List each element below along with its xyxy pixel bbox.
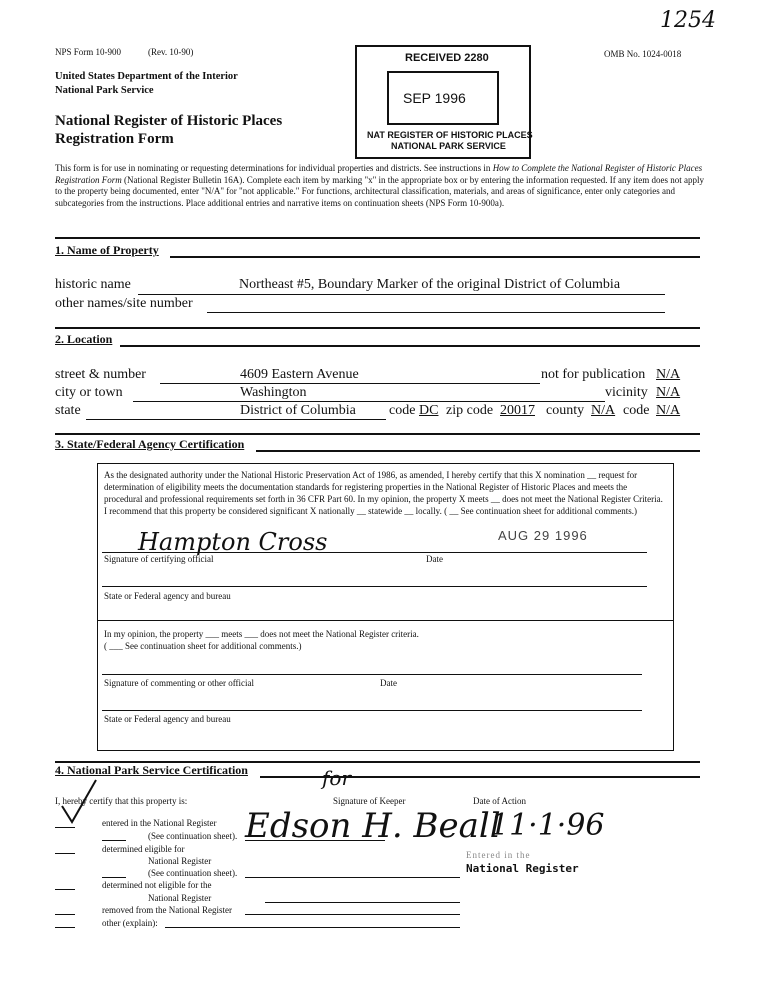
agency-label: State or Federal agency and bureau — [104, 591, 231, 601]
code-label: code — [389, 403, 416, 418]
item-not-eligible-label: determined not eligible for the — [102, 880, 212, 890]
section3-heading: 3. State/Federal Agency Certification — [55, 437, 245, 451]
not-for-publication-label: not for publication — [541, 367, 646, 382]
stamp-inner-box — [387, 71, 499, 125]
item-entered-line — [245, 840, 385, 841]
item-eligible-line2: National Register — [148, 856, 212, 866]
section1-heading-rule — [170, 256, 700, 258]
item-other-label: other (explain): — [102, 918, 158, 928]
section3-heading-rule — [256, 450, 700, 452]
vicinity-value: N/A — [656, 385, 681, 400]
commenting-date-label: Date — [380, 678, 397, 688]
opinion-text1: In my opinion, the property ___ meets ___ does not meet the National Register criteria. — [104, 629, 419, 639]
other-names-label: other names/site number — [55, 296, 193, 311]
signature-label: Signature of certifying official — [104, 554, 214, 564]
county-code-label: code — [623, 403, 650, 418]
section2-heading-rule — [120, 345, 700, 347]
stamp-received: RECEIVED 2280 — [405, 52, 489, 64]
item-other-checkbox[interactable] — [55, 927, 75, 928]
item-eligible-continuation: (See continuation sheet). — [148, 868, 238, 878]
section2-top-rule — [55, 327, 700, 329]
item-other-line — [165, 927, 460, 928]
commenting-line — [102, 674, 642, 675]
section3-top-rule — [55, 433, 700, 435]
item-eligible-label: determined eligible for — [102, 844, 185, 854]
agency-line — [102, 586, 647, 587]
cert-paragraph: As the designated authority under the National Historic Preservation Act of 1986, as amended, I hereby certify that this X nomination __ request for determination of eligibility meets the documentation standards for registering properties in the National Register of Historic Places and meets the procedural and professional requirements set forth in 36 CFR Part 60. In my opinion, the property X meets __ does not meet the National Register Criteria. I recommend that this property be considered significant X nationally __ statewide __ locally. ( __ See continuation sheet for additional comments.) — [104, 470, 663, 516]
keeper-for-handwritten: for — [322, 766, 352, 790]
opinion-text2: ( ___ See continuation sheet for additional comments.) — [104, 641, 302, 651]
action-date-handwritten: 11·1·96 — [490, 808, 605, 843]
certify-label: I, hereby certify that this property is: — [55, 796, 188, 806]
national-register-stamp: National Register — [466, 862, 579, 875]
item-entered-cont-blank[interactable] — [102, 840, 126, 841]
section2-heading: 2. Location — [55, 332, 113, 346]
handwritten-page-number: 1254 — [660, 8, 716, 33]
certification-date-stamp: AUG 29 1996 — [498, 528, 588, 543]
agency2-line — [102, 710, 642, 711]
section1-top-rule — [55, 237, 700, 239]
other-names-line — [207, 312, 665, 313]
revision: (Rev. 10-90) — [148, 47, 194, 57]
intro-text-a: This form is for use in nominating or requesting determinations for individual properties and districts. See instructions in — [55, 163, 491, 173]
item-not-eligible-line — [265, 902, 460, 903]
keeper-signature: Edson H. Beall — [245, 806, 501, 846]
item-removed-checkbox[interactable] — [55, 914, 75, 915]
state-label: state — [55, 403, 81, 418]
commenting-label: Signature of commenting or other official — [104, 678, 255, 688]
certifying-signature: Hampton Cross — [138, 528, 328, 556]
not-for-publication-value: N/A — [656, 367, 681, 382]
item-not-eligible-line2: National Register — [148, 893, 212, 903]
code-value: DC — [419, 403, 439, 418]
stamp-line1: NAT REGISTER OF HISTORIC PLACES — [367, 130, 533, 140]
historic-name-line — [138, 294, 665, 295]
department: United States Department of the Interior — [55, 71, 238, 82]
historic-name-value: Northeast #5, Boundary Marker of the original District of Columbia — [239, 277, 621, 292]
form-number: NPS Form 10-900 — [55, 47, 122, 57]
county-label: county — [546, 403, 585, 418]
signature-keeper-label: Signature of Keeper — [333, 796, 406, 806]
state-value: District of Columbia — [240, 403, 356, 418]
received-stamp — [355, 45, 531, 159]
county-code-value: N/A — [656, 403, 681, 418]
signature-line — [102, 552, 647, 553]
street-value: 4609 Eastern Avenue — [240, 367, 359, 382]
street-label: street & number — [55, 367, 146, 382]
city-line — [133, 401, 605, 402]
form-title-line1: National Register of Historic Places — [55, 113, 283, 129]
item-removed-line — [245, 914, 460, 915]
item-eligible-cont-blank[interactable] — [102, 877, 126, 878]
item-eligible-checkbox[interactable] — [55, 853, 75, 854]
date-label: Date — [426, 554, 443, 564]
certification-box — [97, 463, 674, 751]
item-entered-continuation: (See continuation sheet). — [148, 831, 238, 841]
city-label: city or town — [55, 385, 123, 400]
cert-divider — [98, 620, 673, 621]
intro-text-c: (National Register Bulletin 16A). Complete each item by marking "x" in the appropriate box or by entering the information requested. If any item does not apply to the property being documented, enter "N/A" for "not applicable." For functions, architectural classification, materials, and areas of significance, enter only categories and subcategories from the instructions. Place additional entries and narrative items on continuation sheets (NPS Form 10-900a). — [55, 174, 704, 208]
item-removed-label: removed from the National Register — [102, 905, 232, 915]
item-entered-checkbox[interactable] — [55, 827, 75, 828]
date-of-action-label: Date of Action — [473, 796, 526, 806]
item-not-eligible-checkbox[interactable] — [55, 889, 75, 890]
state-line — [86, 419, 386, 420]
form-title-line2: Registration Form — [55, 131, 174, 147]
vicinity-label: vicinity — [605, 385, 648, 400]
city-value: Washington — [240, 385, 307, 400]
item-eligible-line — [245, 877, 460, 878]
county-value: N/A — [591, 403, 616, 418]
intro-text-b: How to Complete the National Register of Historic Places Registration Form — [55, 163, 703, 185]
street-line — [160, 383, 540, 384]
section4-heading: 4. National Park Service Certification — [55, 763, 248, 777]
zip-label: zip code — [446, 403, 494, 418]
intro-paragraph — [55, 163, 705, 209]
stamp-date: SEP 1996 — [403, 90, 466, 106]
item-entered-label: entered in the National Register — [102, 818, 217, 828]
section1-heading: 1. Name of Property — [55, 243, 159, 257]
historic-name-label: historic name — [55, 277, 131, 292]
stamp-line2: NATIONAL PARK SERVICE — [391, 141, 506, 151]
entered-stamp-faint: Entered in the — [466, 850, 531, 860]
omb-number: OMB No. 1024-0018 — [604, 49, 682, 59]
service: National Park Service — [55, 85, 154, 96]
zip-value: 20017 — [500, 403, 535, 418]
agency2-label: State or Federal agency and bureau — [104, 714, 231, 724]
